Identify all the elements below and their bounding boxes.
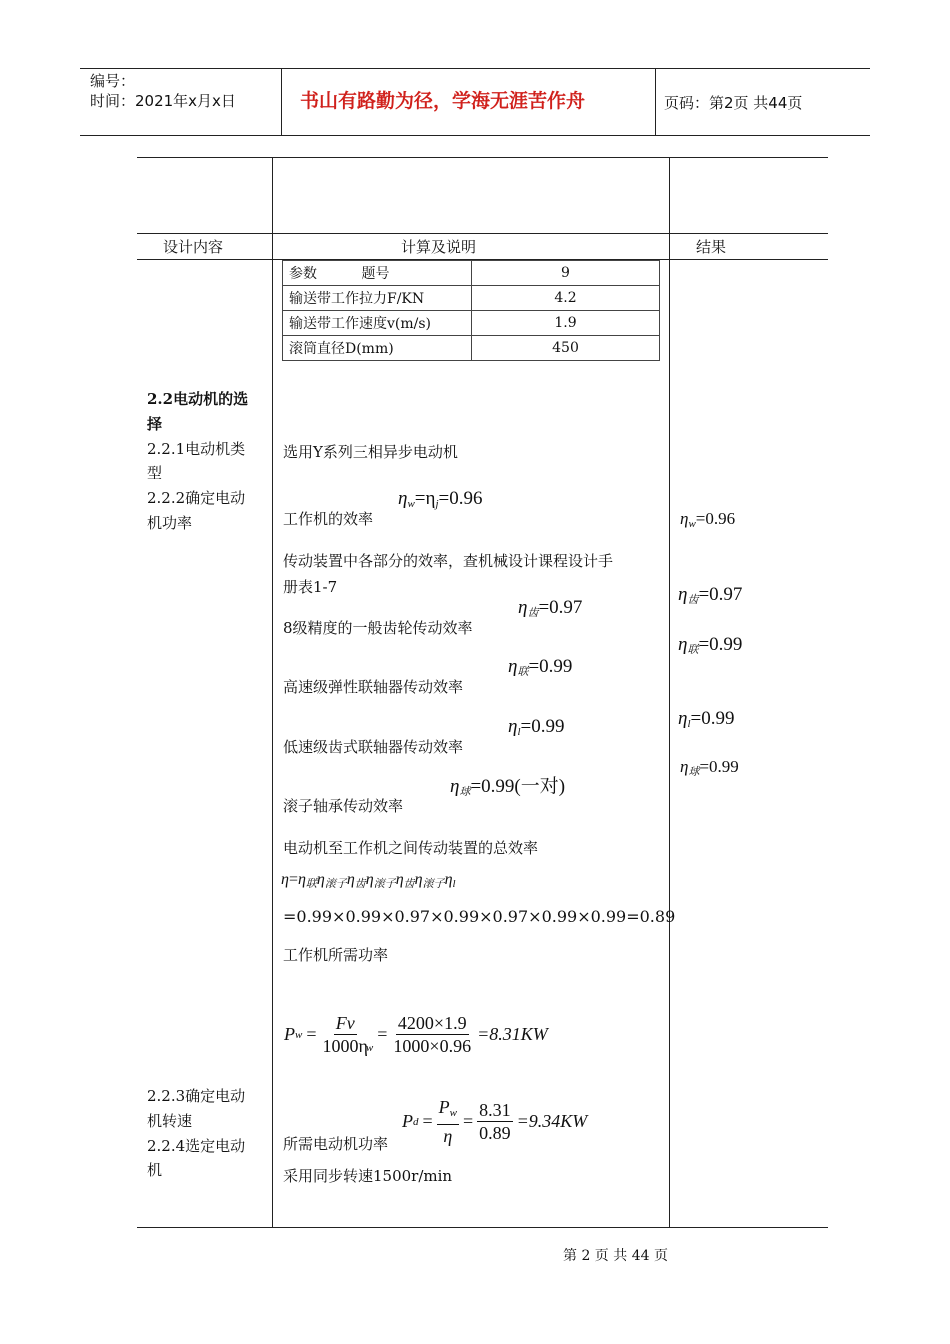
param-label: 输送带工作速度v(m/s) xyxy=(283,311,472,336)
column-header-design-content: 设计内容 xyxy=(163,238,224,256)
table-row xyxy=(283,261,660,286)
section-2-2-1-heading-cont: 型 xyxy=(147,464,163,482)
header-top-rule xyxy=(80,68,870,69)
header-page-label: 页码：第2页 共44页 xyxy=(664,94,803,112)
header-divider-2 xyxy=(655,68,656,136)
work-efficiency-label: 工作机的效率 xyxy=(283,510,374,528)
work-power-label: 工作机所需功率 xyxy=(283,946,389,964)
header-divider-1 xyxy=(281,68,282,136)
document-number-label: 编号： xyxy=(90,72,136,90)
section-2-2-2-heading-cont: 机功率 xyxy=(147,514,193,532)
result-eta-w: $\eta_w=0.96$ xyxy=(680,509,736,530)
table-header-top-rule xyxy=(137,233,828,234)
sync-speed-text: 采用同步转速1500r/min xyxy=(283,1167,453,1185)
header-motto: 书山有路勤为径，学海无涯苦作舟 xyxy=(300,90,586,112)
table-column-divider-2 xyxy=(669,157,670,1228)
section-2-2-3-heading-cont: 机转速 xyxy=(147,1112,193,1130)
column-header-calculation: 计算及说明 xyxy=(401,238,477,256)
motor-type-text: 选用Y系列三相异步电动机 xyxy=(283,443,458,461)
total-efficiency-product: =0.99×0.99×0.97×0.99×0.97×0.99×0.99=0.89 xyxy=(283,907,676,926)
total-efficiency-formula: $\eta=\eta_联\eta_{滚子}\eta_齿\eta_{滚子}\eta_齿\eta_{滚子}\eta_l$ xyxy=(281,871,456,890)
param-value: 450 xyxy=(472,336,660,361)
section-2-2-3-heading: 2.2.3确定电动 xyxy=(147,1087,246,1105)
bearing-efficiency-label: 滚子轴承传动效率 xyxy=(283,797,404,815)
table-row xyxy=(283,336,660,361)
header-bottom-rule xyxy=(80,135,870,136)
section-2-2-2-heading: 2.2.2确定电动 xyxy=(147,489,246,507)
table-bottom-rule xyxy=(137,1227,828,1228)
param-label: 输送带工作拉力F/KN xyxy=(283,286,472,311)
eta-w-equation: $\eta_w=\eta_j=0.96$ xyxy=(398,488,483,510)
document-date-label: 时间：2021年x月x日 xyxy=(90,92,236,110)
coupling-efficiency-label: 高速级弹性联轴器传动效率 xyxy=(283,678,464,696)
section-2-2-heading: 2.2电动机的选 xyxy=(147,390,249,408)
motor-power-formula: P d = $\frac{P_w}{\eta}$ = $\frac{8.31}{0.89}$ =9.34KW xyxy=(402,1097,588,1146)
bearing-efficiency-equation: $\eta_球=0.99$(一对) xyxy=(450,776,566,798)
page-footer: 第 2 页 共 44 页 xyxy=(563,1248,668,1264)
section-2-2-1-heading: 2.2.1电动机类 xyxy=(147,440,246,458)
result-eta-bearing: $\eta_球=0.99$ xyxy=(680,757,739,778)
param-label: 参数 题号 xyxy=(283,261,472,286)
result-eta-coupling: $\eta_联=0.99$ xyxy=(678,634,743,656)
param-label: 滚筒直径D(mm) xyxy=(283,336,472,361)
coupling-efficiency-equation: $\eta_联=0.99$ xyxy=(508,656,573,678)
low-speed-coupling-label: 低速级齿式联轴器传动效率 xyxy=(283,738,464,756)
result-eta-low-coupling: $\eta_l=0.99$ xyxy=(678,708,735,730)
transmission-efficiency-text-cont: 册表1-7 xyxy=(283,578,338,596)
motor-power-label: 所需电动机功率 xyxy=(283,1135,389,1153)
result-eta-gear: $\eta_齿=0.97$ xyxy=(678,584,743,606)
param-value: 9 xyxy=(472,261,660,286)
section-2-2-4-heading-cont: 机 xyxy=(147,1161,163,1179)
param-value: 1.9 xyxy=(472,311,660,336)
gear-efficiency-label: 8级精度的一般齿轮传动效率 xyxy=(283,619,473,637)
gear-efficiency-equation: $\eta_齿=0.97$ xyxy=(518,597,583,619)
table-row xyxy=(283,311,660,336)
table-column-divider-1 xyxy=(272,157,273,1228)
low-speed-coupling-equation: $\eta_l=0.99$ xyxy=(508,716,565,738)
column-header-result: 结果 xyxy=(696,238,727,256)
work-power-formula: P w = $\frac{Fv}{1000\eta}$ w = $\frac{4200\times 1.9}{1000\times 0.96}$ =8.31KW xyxy=(284,1013,548,1056)
total-efficiency-label: 电动机至工作机之间传动装置的总效率 xyxy=(283,839,539,857)
section-2-2-heading-cont: 择 xyxy=(147,415,163,433)
table-top-rule xyxy=(137,157,828,158)
parameter-table xyxy=(282,260,660,361)
param-value: 4.2 xyxy=(472,286,660,311)
table-row xyxy=(283,286,660,311)
transmission-efficiency-text: 传动装置中各部分的效率，查机械设计课程设计手 xyxy=(283,552,614,570)
section-2-2-4-heading: 2.2.4选定电动 xyxy=(147,1137,246,1155)
